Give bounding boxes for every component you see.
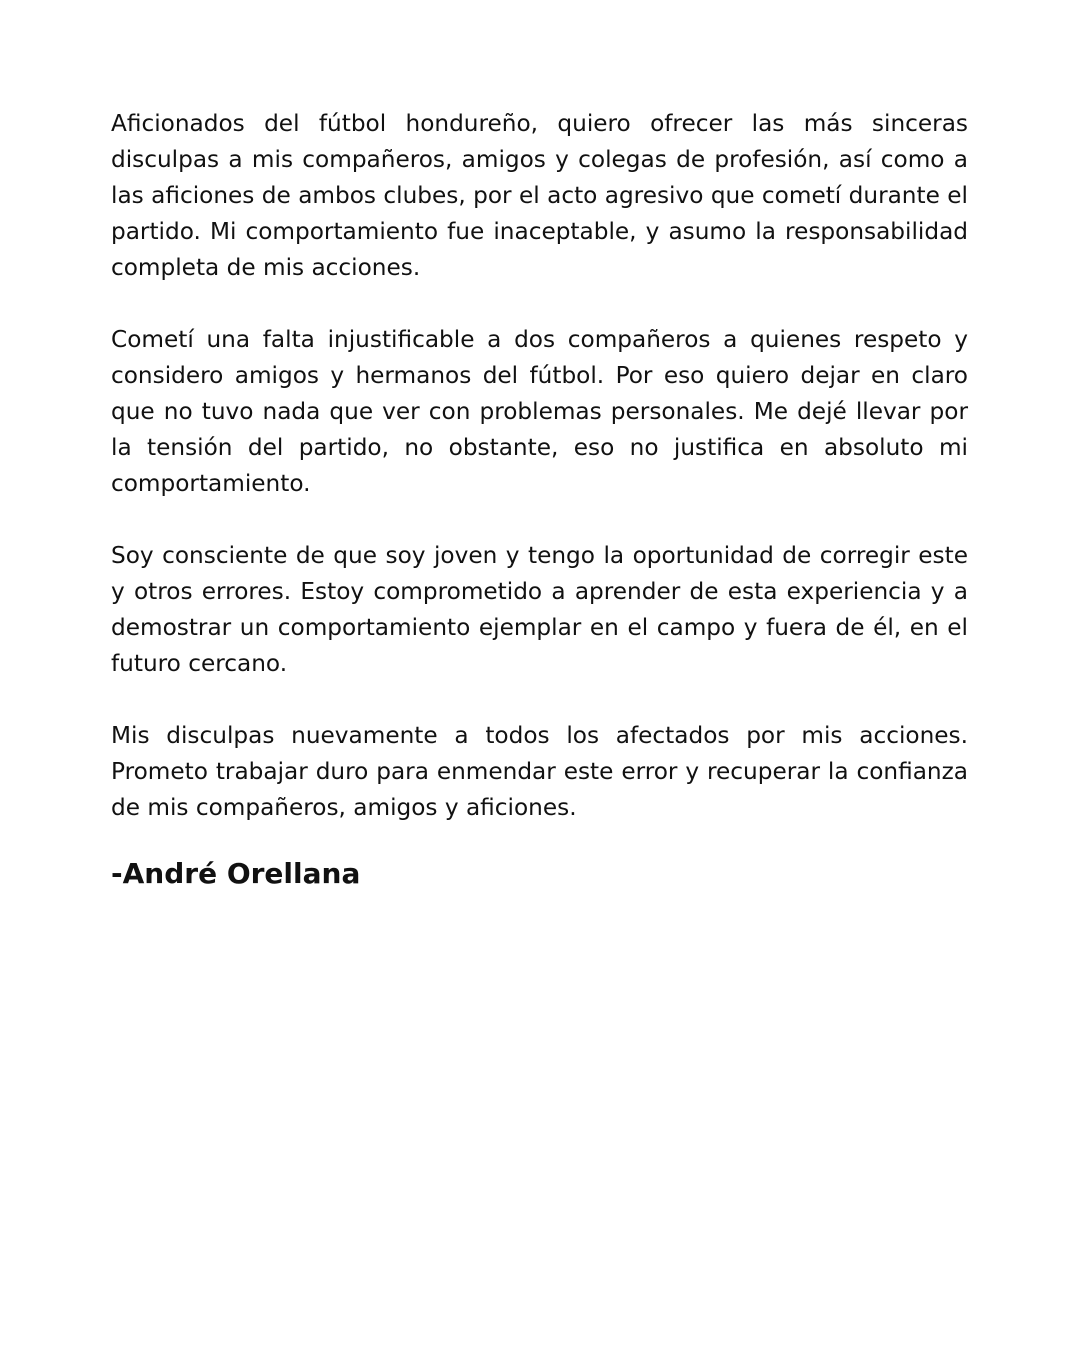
paragraph-3: Soy consciente de que soy joven y tengo la oportunidad de corregir este y otros errores. Estoy comprometido a aprender de esta experiencia y a demostrar un comportamiento ejemplar en el campo y fuera de él, en el futuro cercano. xyxy=(111,542,968,677)
paragraph-1: Aficionados del fútbol hondureño, quiero ofrecer las más sinceras disculpas a mis compañeros, amigos y colegas de profesión, así como a las aficiones de ambos clubes, por el acto agresivo que cometí durante el partido. Mi comportamiento fue inaceptable, y asumo la responsabilidad completa de mis acciones. xyxy=(111,110,968,281)
paragraph-2: Cometí una falta injustificable a dos compañeros a quienes respeto y considero amigos y hermanos del fútbol. Por eso quiero dejar en claro que no tuvo nada que ver con problemas personales. Me dejé llevar por la tensión del partido, no obstante, eso no justifica en absoluto mi comportamiento. xyxy=(111,326,968,497)
apology-letter xyxy=(111,106,968,894)
paragraph-4: Mis disculpas nuevamente a todos los afectados por mis acciones. Prometo trabajar duro para enmendar este error y recuperar la confianza de mis compañeros, amigos y aficiones. xyxy=(111,722,968,821)
signature: -André Orellana xyxy=(111,857,361,890)
